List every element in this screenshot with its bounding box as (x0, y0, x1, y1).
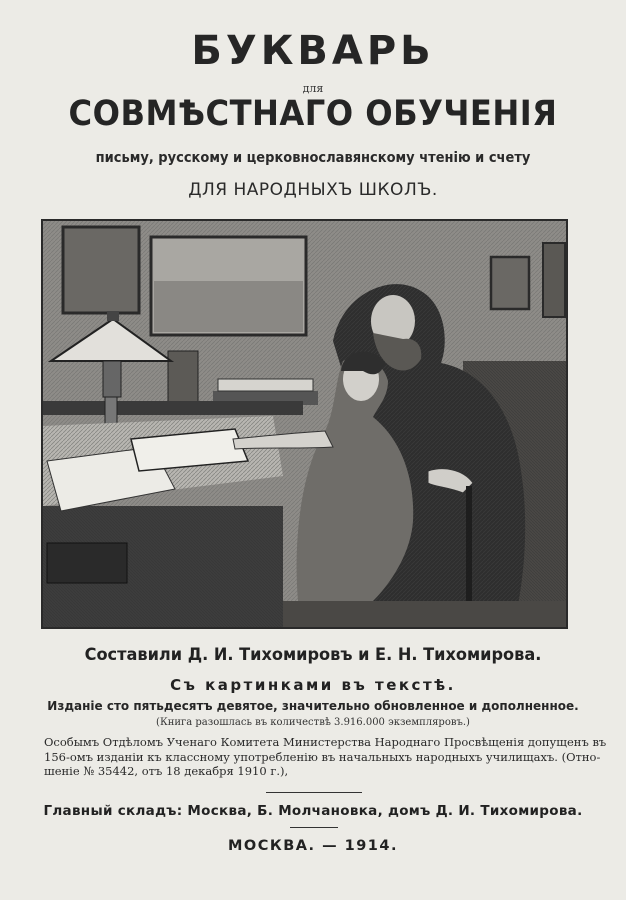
approval-line: Особымъ Отдѣломъ Ученаго Комитета Министерства Народнаго Просвѣщенія допущенъ въ (44, 735, 607, 749)
audience-line: ДЛЯ НАРОДНЫХЪ ШКОЛЪ. (188, 180, 438, 200)
copies-note: (Книга разошлась въ количествѣ 3.916.000 экземпляровъ.) (156, 717, 470, 728)
icon-frame (491, 257, 529, 309)
wall-picture-left (63, 227, 139, 313)
edition-line: Изданіе сто пятьдесятъ девятое, значительно обновленное и дополненное. (47, 698, 579, 713)
book-title: БУКВАРЬ (191, 28, 435, 74)
warehouse-line: Главный складъ: Москва, Б. Молчановка, домъ Д. И. Тихомирова. (43, 803, 583, 819)
title-connector: для (302, 82, 324, 95)
book-subtitle: СОВМѢСТНАГО ОБУЧЕНІЯ (68, 94, 558, 134)
teacher-and-child-engraving (43, 221, 566, 627)
approval-line: шеніе № 35442, отъ 18 декабря 1910 г.), (44, 764, 289, 778)
authors-line: Составили Д. И. Тихомировъ и Е. Н. Тихомирова. (84, 645, 542, 665)
engraving-illustration (41, 219, 568, 629)
divider-top (266, 792, 362, 793)
approval-line: 156-омъ изданіи къ классному употребленію въ начальныхъ народныхъ училищахъ. (Отно- (44, 749, 601, 764)
ministry-approval-text (44, 735, 607, 779)
divider-bottom (290, 827, 338, 828)
pictures-note: Съ картинками въ текстѣ. (170, 676, 456, 694)
city-year-line: МОСКВА. — 1914. (228, 838, 398, 854)
subject-line: письму, русскому и церковнославянскому чтенію и счету (95, 150, 531, 166)
